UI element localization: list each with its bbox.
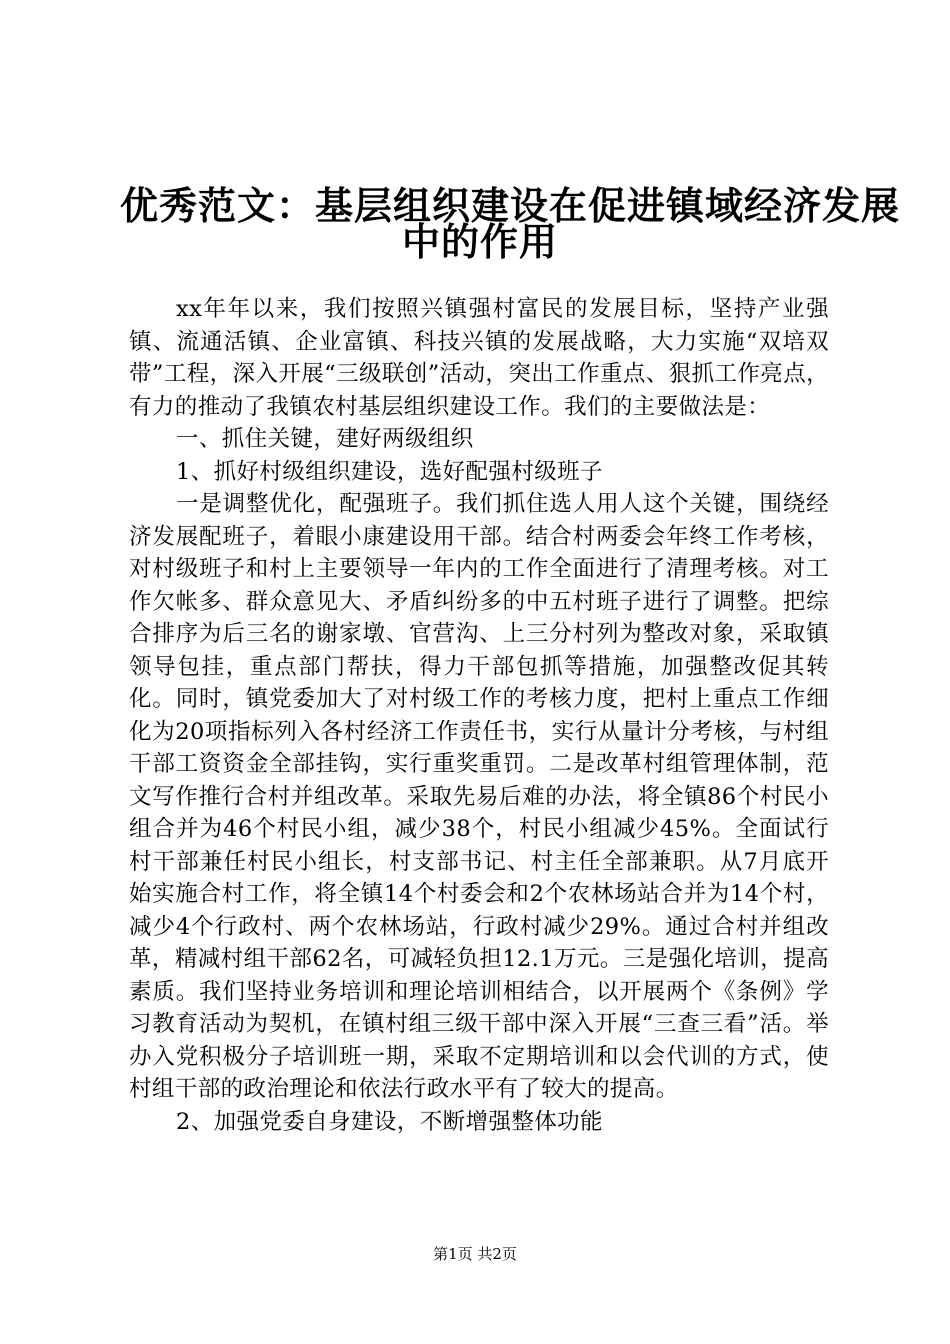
document-body — [129, 293, 829, 1138]
subsection-heading-2: 2、加强党委自身建设，不断增强整体功能 — [176, 1108, 603, 1135]
document-title-line-2: 中的作用 — [401, 220, 558, 264]
page-number-footer: 第1页 共2页 — [433, 1245, 517, 1263]
subsection-heading-1: 1、抓好村级组织建设，选好配强村级班子 — [176, 458, 603, 485]
body-paragraph: 一是调整优化，配强班子。我们抓住选人用人这个关键，围绕经济发展配班子，着眼小康建设用干部。结合村两委会年终工作考核，对村级班子和村上主要领导一年内的工作全面进行了清理考核。对工作欠帐多、群众意见大、矛盾纠纷多的中五村班子进行了调整。把综合排序为后三名的谢家墩、官营沟、上三分村列为整改对象，采取镇领导包挂，重点部门帮扶，得力干部包抓等措施，加强整改促其转化。同时，镇党委加大了对村级工作的考核力度，把村上重点工作细化为20项指标列入各村经济工作责任书，实行从量计分考核，与村组干部工资资金全部挂钩，实行重奖重罚。二是改革村组管理体制，范文写作推行合村并组改革。采取先易后难的办法，将全镇86个村民小组合并为46个村民小组，减少38个，村民小组减少45%。全面试行村干部兼任村民小组长，村支部书记、村主任全部兼职。从7月底开始实施合村工作，将全镇14个村委会和2个农林场站合并为14个村，减少4个行政村、两个农林场站，行政村减少29%。通过合村并组改革，精减村组干部62名，可减轻负担12.1万元。三是强化培训，提高素质。我们坚持业务培训和理论培训相结合，以开展两个《条例》学习教育活动为契机，在镇村组三级干部中深入开展“三查三看”活。举办入党积极分子培训班一期，采取不定期培训和以会代训的方式，使村组干部的政治理论和依法行政水平有了较大的提高。 — [129, 491, 829, 1102]
section-heading-1: 一、抓住关键，建好两级组织 — [176, 426, 474, 452]
intro-paragraph: xx年年以来，我们按照兴镇强村富民的发展目标，坚持产业强镇、流通活镇、企业富镇、科技兴镇的发展战略，大力实施“双培双带”工程，深入开展“三级联创”活动，突出工作重点、狠抓工作亮点，有力的推动了我镇农村基层组织建设工作。我们的主要做法是： — [129, 296, 829, 420]
document-title-line-1: 优秀范文：基层组织建设在促进镇域经济发展 — [120, 184, 901, 228]
